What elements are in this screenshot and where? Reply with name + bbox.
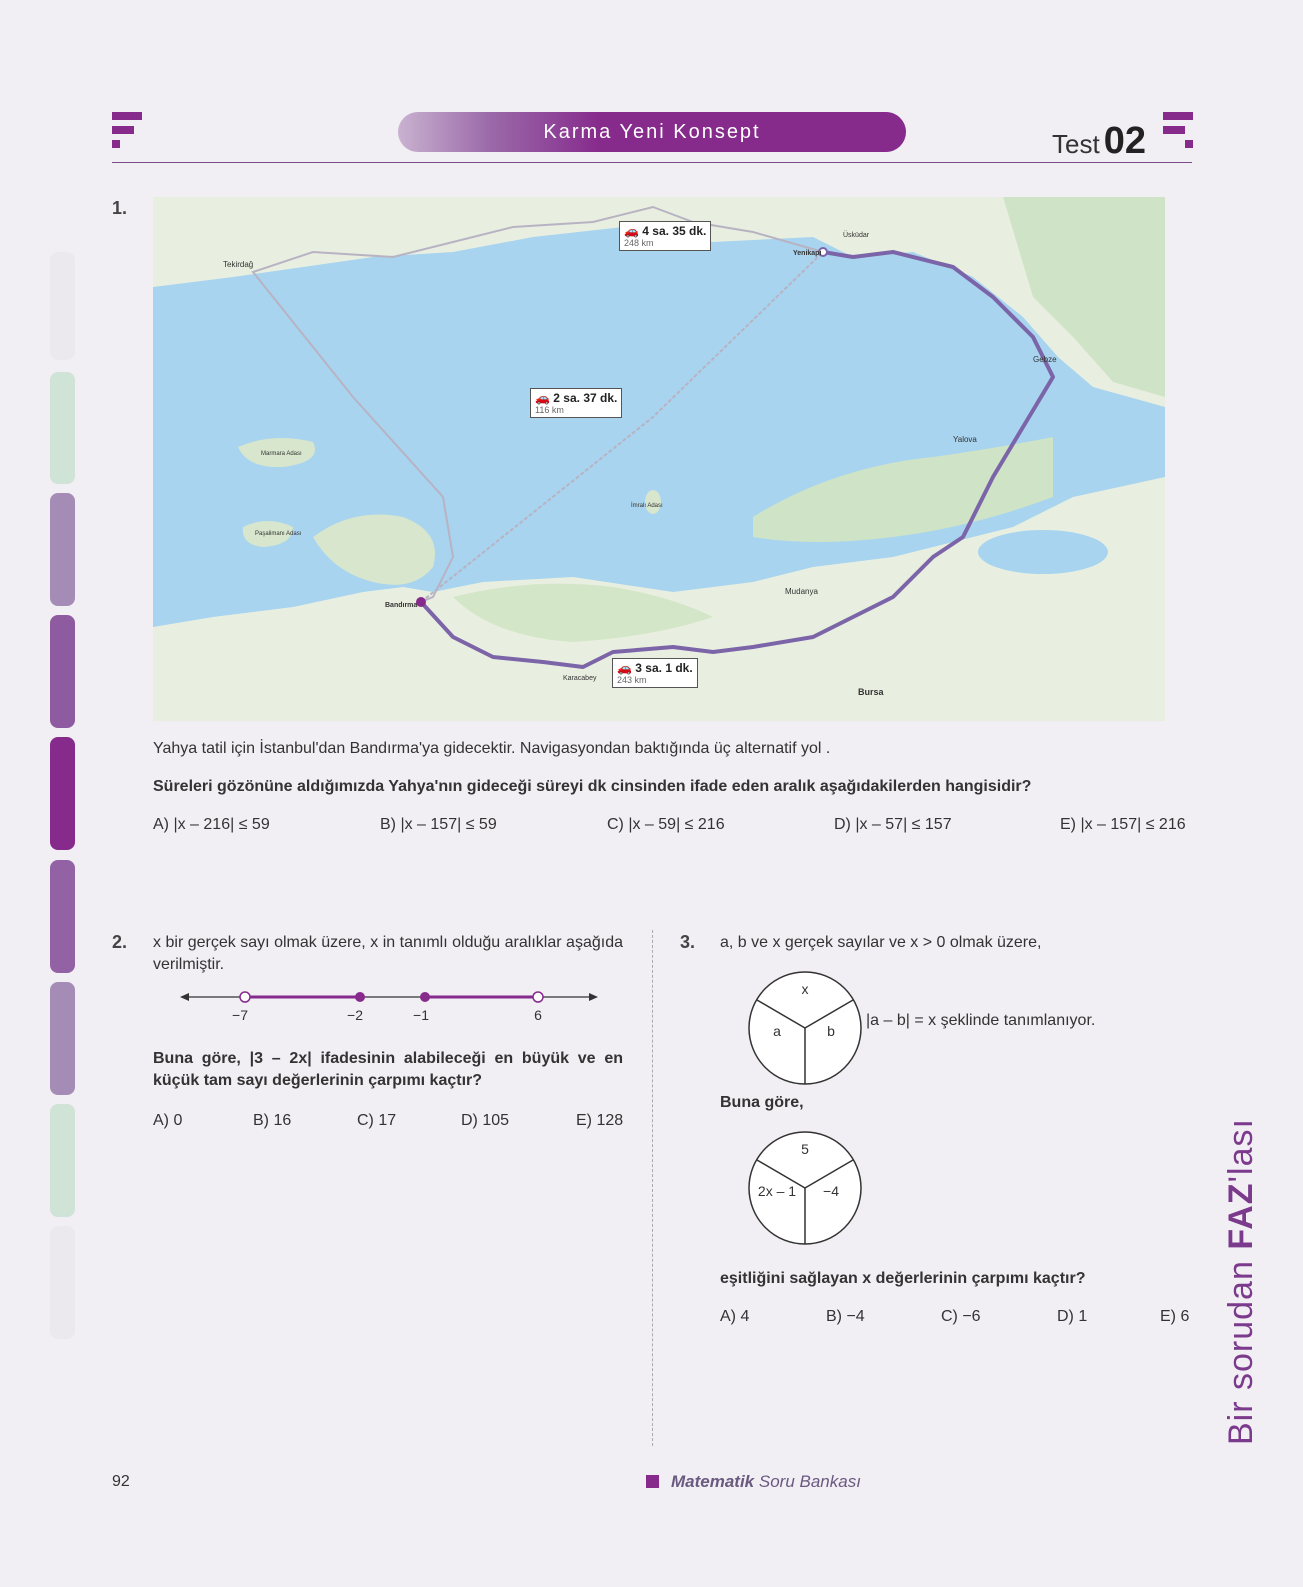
q2-option-a[interactable]: A) 0 — [153, 1112, 183, 1129]
question-1-prompt: Süreleri gözönüne aldığımızda Yahya'nın gideceği süreyi dk cinsinden ifade eden aralık aşağıdakilerden hangisidir? — [153, 778, 1032, 795]
svg-text:Yalova: Yalova — [953, 435, 977, 444]
test-label: Test 02 — [1052, 120, 1146, 162]
side-tab-8 — [50, 1104, 75, 1217]
question-2-number: 2. — [112, 932, 128, 952]
q1-option-e[interactable]: E) |x – 157| ≤ 216 — [1060, 816, 1186, 833]
page-number: 92 — [112, 1473, 130, 1490]
side-tab-3 — [50, 493, 75, 606]
side-slogan: Bir sorudan FAZ'lası — [1222, 1118, 1260, 1445]
svg-text:a: a — [773, 1023, 781, 1039]
buna-gore-label: Buna göre, — [720, 1094, 804, 1111]
question-3-prompt: eşitliğini sağlayan x değerlerinin çarpımı kaçtır? — [720, 1270, 1086, 1287]
car-icon: 🚗 — [624, 224, 639, 238]
q2-option-e[interactable]: E) 128 — [576, 1112, 624, 1129]
route-box-bottom: 🚗 3 sa. 1 dk. 243 km — [612, 658, 698, 688]
side-tab-6 — [50, 860, 75, 973]
q3-option-d[interactable]: D) 1 — [1057, 1308, 1088, 1325]
svg-text:Bursa: Bursa — [858, 687, 884, 697]
tick-label: 6 — [534, 1007, 542, 1023]
svg-text:5: 5 — [801, 1141, 809, 1157]
q1-option-b[interactable]: B) |x – 157| ≤ 59 — [380, 816, 497, 833]
question-2-prompt: Buna göre, |3 – 2x| ifadesinin alabileceği en büyük ve en küçük tam sayı değerlerinin çarpımı kaçtır? — [153, 1050, 623, 1089]
q3-option-b[interactable]: B) −4 — [826, 1308, 865, 1325]
column-divider — [652, 930, 653, 1446]
svg-text:2x – 1: 2x – 1 — [757, 1183, 797, 1199]
q1-option-d[interactable]: D) |x – 57| ≤ 157 — [834, 816, 952, 833]
svg-text:Mudanya: Mudanya — [785, 587, 818, 596]
number-line — [180, 985, 600, 1025]
route-box-middle: 🚗 2 sa. 37 dk. 116 km — [530, 388, 622, 418]
svg-text:Üsküdar: Üsküdar — [843, 232, 870, 239]
side-tab-5 — [50, 737, 75, 850]
question-3-text: a, b ve x gerçek sayılar ve x > 0 olmak üzere, — [720, 934, 1042, 951]
svg-text:x: x — [801, 981, 809, 997]
header-divider — [112, 162, 1192, 163]
map-graphic — [153, 197, 1165, 721]
svg-text:İmralı Adası: İmralı Adası — [631, 503, 663, 509]
car-icon: 🚗 — [535, 391, 550, 405]
side-tab-7 — [50, 982, 75, 1095]
svg-text:Bandırma: Bandırma — [385, 602, 418, 609]
side-tab-9 — [50, 1226, 75, 1339]
side-tab-2 — [50, 372, 75, 484]
svg-text:Gebze: Gebze — [1033, 355, 1057, 364]
brand-logo-left — [112, 112, 142, 152]
footer-square-icon — [646, 1475, 659, 1488]
svg-text:Marmara Adası: Marmara Adası — [261, 451, 302, 457]
question-3-number: 3. — [680, 932, 696, 952]
svg-text:Tekirdağ: Tekirdağ — [223, 260, 254, 269]
side-tab-1 — [50, 252, 75, 360]
q1-option-a[interactable]: A) |x – 216| ≤ 59 — [153, 816, 270, 833]
q2-option-c[interactable]: C) 17 — [357, 1112, 397, 1129]
equation-circle — [747, 1130, 863, 1246]
brand-logo-right — [1163, 112, 1193, 152]
q3-option-a[interactable]: A) 4 — [720, 1308, 750, 1325]
tick-label: −1 — [413, 1007, 429, 1023]
route-map — [153, 197, 1165, 721]
svg-text:−4: −4 — [823, 1183, 839, 1199]
question-2-text: x bir gerçek sayı olmak üzere, x in tanımlı olduğu aralıklar aşağıda verilmiştir. — [153, 934, 623, 973]
definition-circle — [747, 970, 863, 1086]
q2-option-b[interactable]: B) 16 — [253, 1112, 292, 1129]
car-icon: 🚗 — [617, 661, 632, 675]
q1-option-c[interactable]: C) |x – 59| ≤ 216 — [607, 816, 725, 833]
banner-title: Karma Yeni Konsept — [543, 121, 761, 143]
svg-text:Karacabey: Karacabey — [563, 675, 597, 682]
q3-option-e[interactable]: E) 6 — [1160, 1308, 1190, 1325]
test-number: 02 — [1103, 120, 1146, 162]
svg-text:Paşalimanı Adası: Paşalimanı Adası — [255, 531, 302, 537]
route-box-top: 🚗 4 sa. 35 dk. 248 km — [619, 221, 711, 251]
side-tab-4 — [50, 615, 75, 728]
q2-option-d[interactable]: D) 105 — [461, 1112, 510, 1129]
tick-label: −7 — [232, 1007, 248, 1023]
section-banner — [398, 112, 906, 152]
question-1-number: 1. — [112, 198, 128, 218]
svg-text:Yenikapı: Yenikapı — [793, 250, 822, 257]
svg-text:b: b — [827, 1023, 835, 1039]
tick-label: −2 — [347, 1007, 363, 1023]
definition-text: |a – b| = x şeklinde tanımlanıyor. — [866, 1012, 1096, 1029]
question-1-text: Yahya tatil için İstanbul'dan Bandırma'ya gidecektir. Navigasyondan baktığında üç alternatif yol . — [153, 740, 831, 757]
q3-option-c[interactable]: C) −6 — [941, 1308, 981, 1325]
footer-title: Matematik Soru Bankası — [671, 1472, 861, 1491]
